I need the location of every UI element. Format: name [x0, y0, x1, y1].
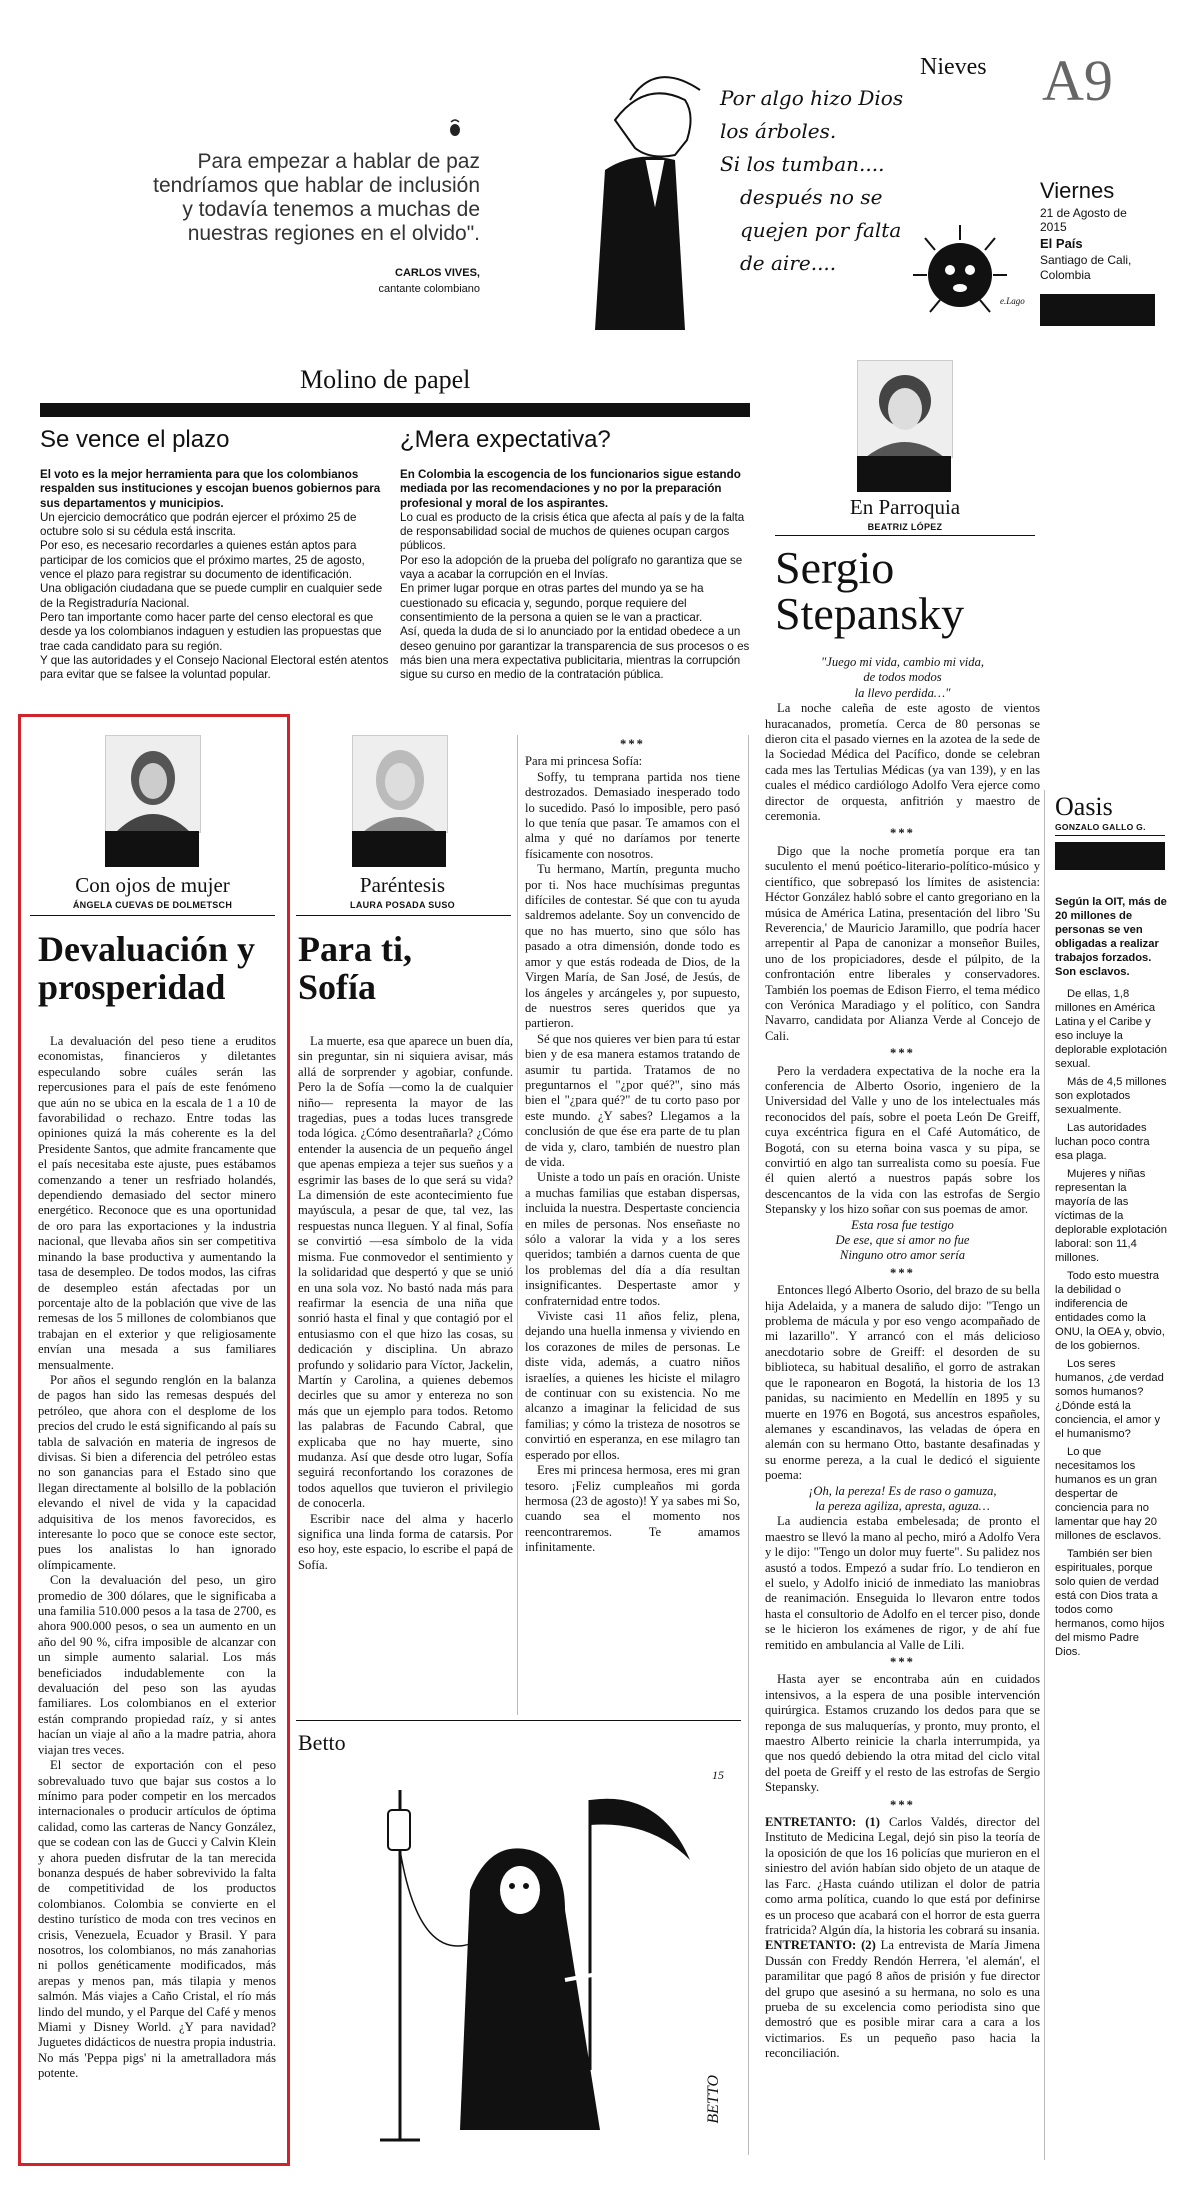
article-paragraph: Pero la verdadera expectativa de la noche era la conferencia de Alberto Osorio, ingeniero de la Universidad del Valle y uno de los intelectuales más reconocidos del país, sobre el poeta León De Greiff, cuya excéntrica figura en el Café Automático, de Bogotá, con su eterna boina vasca y su pipa, se convirtió en algo tan surrealista como su poesía. Fue él quien alertó a nuestros papás sobre los descencantos de la vida con las estrofas de Sergio Stepansky y los hizo soñar con sus poemas de amor.	[765, 1063, 1040, 1217]
betto-mark: 15	[712, 1768, 724, 1782]
oasis-paragraph: Mujeres y niñas representan la mayoría de las víctimas de la deplorable explotación laboral: son 11,4 millones.	[1055, 1168, 1167, 1264]
molino-left-paragraph: Pero tan importante como hacer parte del censo electoral es que desde ya los colombianos indaguen y estudien las propuestas que trae cada candidato para su región.	[40, 610, 382, 653]
article-headline: Devaluación y prosperidad	[38, 929, 256, 1007]
separator: ***	[890, 1655, 915, 1669]
article-paragraph: La audiencia estaba embelesada; de pronto el maestro se llevó la mano al pecho, miró a Adolfo Vera y le dijo: "Tengo un dolor muy fuerte". Su palidez nos asustó a todos. Empezó a sudar frío. Lo tendieron en el suelo, y Adolfo inició de inmediato las maniobras de reanimación. Enseguida lo llevaron entre todos hasta el consultorio de Adolfo en el tercer piso, donde se le hicieron los exámenes de rigor, y de ahí fue remitido en ambulancia al Valle de Lili.	[765, 1514, 1040, 1652]
entretanto-text: Carlos Valdés, director del Instituto de Medicina Legal, dejó sin piso la teoría de la oposición de que los 16 policías que murieron en el siniestro del avión habían sido objeto de un ataque de las Farc. ¿Hasta cuándo utilizan el dolor de patria como arma política, cuando lo que está por definirse es un proceso que acabará con el horror de esta guerra fratricida? Algún día, la historia les cobrará su insania.	[765, 1815, 1041, 1937]
quote-author: CARLOS VIVES,	[395, 267, 480, 279]
molino-right-paragraph: Así, queda la duda de si lo anunciado por la entidad obedece a un deseo genuino por garantizar la transparencia de sus procesos o es más bien una mera expectativa publicitaria, mientras la corrupción sigue su curso en medio de la contratación pública.	[400, 625, 750, 682]
article-paragraph: La devaluación del peso tiene a eruditos economistas, financieros y diletantes especulando sobre cuáles serán las repercusiones para el país de este fenómeno que aún no se ubica en la escala de 1 a 10 de favorabilidad o rechazo. Entre todas las opiniones quizá la más coherente es la del Presidente Santos, que admite francamente que el país necesitaba este ajuste, pues estábamos comenzando a tener un resfriado holandés, dependiendo demasiado del sector minero energético. Reconoce que es una oportunidad de oro para las exportaciones y la industria nacional, que llevaba años sin ser competitiva minando la base productiva y aumentando la tasa de desempleo. De todos modos, las cifras de desempleo están afectadas por un porcentaje alto de la población que vive de las remesas de los 5 millones de colombianos que trabajan en el exterior y que religiosamente envían una mesada a sus familiares mensualmente.	[38, 1034, 276, 1372]
cartoon-text	[720, 82, 940, 280]
masthead-black-bar	[1040, 294, 1155, 326]
top-quote-icon	[448, 118, 462, 138]
letter-paragraph: Viviste casi 11 años feliz, plena, dejando una huella inmensa y viviendo en los corazones de miles de personas. Le diste vida, además, a cuatro niños israelíes, a quienes les hiciste el milagro de continuar con su existencia. No me alcanzo a imaginar la felicidad de sus familias; y cómo la tristeza de nosotros se convirtió en esperanza, en ese milagro tan esperado por ellos.	[525, 1309, 740, 1462]
letter-salutation: Para mi princesa Sofía:	[525, 754, 643, 769]
betto-signature: BETTO	[705, 2075, 722, 2124]
oasis-title: Oasis	[1055, 792, 1113, 821]
article-body	[298, 1034, 513, 1573]
column-name: Con ojos de mujer	[75, 873, 230, 897]
page-number: A9	[1042, 48, 1113, 113]
letter-paragraph: Uniste a todo un país en oración. Uniste a muchas familias que estaban dispersas, incluida la nuestra. Despertaste conciencia en miles de personas. Nos enseñaste no sólo a valorar la vida y a los seres queridos; también a darnos cuenta de que los problemas del día a día resultan insignificantes. Despertaste amor y confraternidad entre todos.	[525, 1170, 740, 1308]
date: 21 de Agosto de 2015	[1040, 206, 1127, 234]
molino-left-paragraph: Por eso, es necesario recordarles a quienes están aptos para participar de los comicios que el próximo martes, 25 de agosto, vence el plazo para registrar su documento de identificación.	[40, 539, 365, 582]
molino-rule	[40, 403, 750, 417]
cartoon-line: Si los tumban....	[720, 152, 885, 176]
oasis-body	[1055, 895, 1167, 1663]
article-paragraph: La muerte, esa que aparece un buen día, sin preguntar, sin ni siquiera avisar, más allá de sorprender y agobiar, confunde. Pero la de Sofía —como la de cualquier niño— representa la mayor de las tragedias, pues a todas luces transgrede toda lógica. ¿Cómo desentrañarla? ¿Cómo entender la ausencia de un pequeño ángel que apenas empieza a tejer sus sueños y a esgrimir las bases de lo que será su vida? La dimensión de este acontecimiento fue mayúscula, a pesar de que, tal vez, las respuestas nunca lleguen. Y al final, Sofía se convirtió —esa símbolo de la vida misma. Fue conmovedor el sentimiento y la solidaridad que despertó y que se unió en una sola voz. No bastó nada más para reafirmar la esencia de una niña que sonrió hasta el final y que contagió por el entusiasmo con el que hizo las cosas, su dedicación y disciplina. Un abrazo profundo y solidario para Víctor, Jackelin, Martín y Carolina, a quienes debemos decirles que su amor y entereza no son más que un ejemplo para todos. Retomo las palabras de Facundo Cabral, que explicaba que no hay muerte, sino mudanza. Así que desde otro lugar, Sofía seguirá reconfortando los corazones de todos aquellos que tuvieron el privilegio de conocerla.	[298, 1034, 513, 1511]
cartoon-signature: e.Lago	[1000, 296, 1025, 306]
molino-left-body	[40, 468, 390, 682]
column-rule	[296, 915, 511, 916]
separator: ***	[890, 1797, 915, 1812]
column-author: ÁNGELA CUEVAS DE DOLMETSCH	[72, 900, 233, 910]
column-divider	[748, 735, 749, 2155]
verse-line: ¡Oh, la pereza! Es de raso o gamuza,	[808, 1483, 997, 1498]
entretanto-1	[765, 1815, 1040, 1938]
oasis-paragraph: También ser bien espirituales, porque solo quien de verdad está con Dios trata a todos como hermanos, como hijos del mismo Padre Dios.	[1055, 1548, 1165, 1658]
betto-cartoon	[360, 1770, 720, 2160]
separator: ***	[890, 826, 915, 841]
verse-line: De ese, que si amor no fue	[835, 1233, 970, 1248]
top-quote-text: Para empezar a hablar de paz tendríamos que hablar de inclusión y todavía tenemos a muchas de nuestras regiones en el olvido".	[153, 150, 480, 245]
oasis-paragraph: Más de 4,5 millones son explotados sexualmente.	[1055, 1076, 1167, 1116]
article-body	[765, 655, 1040, 2062]
article-body	[38, 1034, 276, 2082]
column-divider	[517, 735, 518, 1715]
entretanto-2	[765, 1938, 1040, 2061]
portrait-bar	[857, 456, 951, 492]
article-paragraph: Escribir nace del alma y hacerlo significa una linda forma de catarsis. Por eso hoy, este espacio, lo escribe el papá de Sofía.	[298, 1511, 513, 1572]
molino-right-paragraph: En primer lugar porque en otras partes del mundo ya se ha cuestionado su eficacia y, segundo, porque requiere del consentimiento de la persona a quien se le van a practicar.	[400, 582, 704, 624]
epigraph-line: la llevo perdida…"	[854, 685, 951, 700]
portrait-bar	[352, 831, 446, 867]
oasis-paragraph: Los seres humanos, ¿de verdad somos humanos? ¿Dónde está la conciencia, el amor y el humanismo?	[1055, 1358, 1164, 1440]
article-headline: Sergio Stepansky	[775, 542, 965, 639]
epigraph-line: de todos modos	[863, 670, 942, 685]
betto-title: Betto	[298, 1730, 346, 1755]
oasis-rule	[1055, 835, 1165, 836]
oasis-paragraph: Las autoridades luchan poco contra esa plaga.	[1055, 1122, 1150, 1162]
letter-body	[525, 735, 740, 1556]
verse-line: Ninguno otro amor sería	[839, 1248, 966, 1263]
quote-author-role: cantante colombiano	[378, 283, 480, 295]
molino-section-title: Molino de papel	[300, 365, 471, 394]
molino-right-title: ¿Mera expectativa?	[400, 426, 611, 453]
oasis-lead: Según la OIT, más de 20 millones de personas se ven obligadas a realizar trabajos forzados. Son esclavos.	[1055, 896, 1167, 978]
molino-left-paragraph: Una obligación ciudadana que se puede cumplir en cualquier sede de la Registraduría Nacional.	[40, 582, 383, 610]
article-paragraph: Hasta ayer se encontraba aún en cuidados intensivos, a la espera de una posible intervención quirúrgica. Estamos cruzando los dedos para que se reponga de sus maluquerías, y pronto, muy pronto, el maestro Alberto reinicie la charla interrumpida, ya que nos quedó debiendo la otra mitad del ciclo vital del poeta de Greiff y el resto de las estrofas de Sergio Stepansky.	[765, 1672, 1040, 1795]
separator: ***	[620, 737, 645, 751]
oasis-author: GONZALO GALLO G.	[1055, 822, 1146, 832]
portrait-bar	[105, 831, 199, 867]
molino-left-paragraph: Y que las autoridades y el Consejo Nacional Electoral estén atentos para evitar que se falsee la voluntad popular.	[40, 653, 389, 682]
betto-rule	[296, 1720, 741, 1721]
verse-line: la pereza agiliza, apresta, aguza…	[815, 1498, 990, 1513]
column-divider	[1044, 790, 1045, 2160]
molino-left-title: Se vence el plazo	[40, 426, 230, 453]
cartoon-line: de aire....	[740, 251, 837, 275]
molino-left-paragraph: Un ejercicio democrático que podrán ejercer el próximo 25 de octubre solo si su cédula está inscrita.	[40, 510, 357, 539]
article-paragraph: La noche caleña de este agosto de vientos huracanados, prometía. Cerca de 80 personas se dieron cita el pasado viernes en la azotea de la sede de la Sociedad Médica del Pacífico, donde se celebran cada mes las Tertulias Médicas (ya van 139), y en las cuales el médico cardiólogo Adolfo Vera ejerce como director de orquesta, anfitrión y maestro de ceremonia.	[765, 701, 1040, 824]
verse-line: Esta rosa fue testigo	[851, 1217, 954, 1232]
entretanto-label: ENTRETANTO: (2)	[765, 1938, 876, 1953]
oasis-paragraph: Lo que necesitamos los humanos es un gran despertar de conciencia para no lamentar que hay 20 millones de esclavos.	[1055, 1446, 1162, 1542]
letter-paragraph: Eres mi princesa hermosa, eres mi gran tesoro. ¡Feliz cumpleaños mi gorda hermosa (23 de agosto)! Y ya sabes mi So, cuando sea el momento nos reencontraremos. Te amamos infinitamente.	[525, 1463, 740, 1555]
oasis-paragraph: Todo esto muestra la debilidad o indiferencia de entidades como la ONU, la OEA y, obvio, de los gobiernos.	[1055, 1270, 1165, 1352]
molino-right-paragraph: Por eso la adopción de la prueba del polígrafo no garantiza que se vaya a acabar la corrupción en el Invías.	[400, 553, 743, 582]
letter-paragraph: Sé que nos quieres ver bien para tú estar bien y de esa manera estamos tratando de asumir tu partida. Tratamos de no preguntarnos el "¿por qué?", sino más bien el "¿para qué?" de tu corto paso por este mundo. ¿Y sabes? Llegamos a la conclusión de que ése era parte de tu plan de vida y, claro, también de nuestro plan de vida.	[525, 1031, 740, 1169]
article-paragraph: El sector de exportación con el peso sobrevaluado tuvo que bajar sus costos a lo mínimo para poder competir en los mercados internacionales o producir artículos de óptima calidad, como las carteras de Nancy González, que se codean con las de Gucci y Calvin Klein y ahora pueden disfrutar de la tan merecida bonanza después de haber sobrevivido la falta de competitividad de los productos colombianos. Colombia se convierte en el destino turístico de moda con tres vecinos en crisis, Venezuela, Ecuador y Brasil. Y para nosotros, los colombianos, no más zanahorias ni pollos genéticamente modificados, más arepas y menos pan, más tilapia y menos salmón. Más viajes a Caño Cristal, el río más lindo del mundo, y el Parque del Café y menos Miami y Disney World. ¿Y para navidad? Juguetes didácticos de nuestra propia industria. No más 'Peppa pigs' ni la ametralladora más potente.	[38, 1758, 276, 2081]
weekday: Viernes	[1040, 178, 1115, 203]
article-paragraph: Con la devaluación del peso, un giro promedio de 300 dólares, que le significaba a una familia 510.000 pesos a la tasa de 2700, es ahora 900.000 pesos, o sea un aumento en un año del 90 %, cifra imposible de alcanzar con un simple aumento salarial. Los más beneficiados indudablemente con la devaluación del peso son las ayudas familiares. Los colombianos en el exterior están comprando propiedad raíz, y si antes hacían un viaje al año a la madre patria, ahora viajan tres veces.	[38, 1573, 276, 1757]
article-headline: Para ti, Sofía	[298, 929, 412, 1007]
cartoon-line: después no se	[740, 185, 883, 209]
epigraph-line: "Juego mi vida, cambio mi vida,	[820, 655, 985, 669]
section-name: Nieves	[920, 54, 987, 80]
paper-name: El País	[1040, 236, 1083, 251]
molino-right-body	[400, 468, 750, 682]
column-author: BEATRIZ LÓPEZ	[867, 522, 943, 532]
column-name: Paréntesis	[359, 873, 446, 897]
city: Santiago de Cali,	[1040, 253, 1132, 267]
cartoon-line: Por algo hizo Dios	[720, 86, 904, 110]
cartoon-line: quejen por falta	[740, 218, 902, 242]
article-paragraph: Por años el segundo renglón en la balanza de pagos han sido las remesas después del petróleo, que ahora con el desplome de los precios del crudo le está significando al país su tabla de salvación en materia de ingresos de divisas. Si bien a diferencia del petróleo estas no son ganancias para el Estado sino que llegan directamente al bolsillo de la población elevando el nivel de vida y la capacidad adquisitiva de los menos favorecidos, es interesante lo poco que se conoce este sector, pues los analistas lo han ignorado olímpicamente.	[38, 1372, 276, 1572]
oasis-paragraph: De ellas, 1,8 millones en América Latina y el Caribe y eso incluye la deplorable explotación sexual.	[1055, 988, 1167, 1070]
molino-left-lead: El voto es la mejor herramienta para que los colombianos respalden sus instituciones y escojan buenos gobiernos para sus departamentos y municipios.	[40, 468, 381, 510]
letter-paragraph: Tu hermano, Martín, pregunta mucho por ti. Nos hace muchísimas preguntas difíciles de contestar. Sé que con tu ayuda saldremos adelante. Soy un convencido de que no has muerto, sino que sólo has pasado a otra dimensión, donde todo es amor y que estás rodeada de Dios, de la Virgen María, de San José, de Jesús, de los ángeles y arcángeles y, por supuesto, de nuestros seres queridos que ya partieron.	[525, 862, 740, 1031]
oasis-black-bar	[1055, 842, 1165, 870]
molino-right-paragraph: Lo cual es producto de la crisis ética que afecta al país y de la falta de responsabilidad social de muchos de quienes ocupan cargos públicos.	[400, 510, 745, 553]
column-author: LAURA POSADA SUSO	[350, 900, 455, 910]
column-rule	[30, 915, 275, 916]
author-portrait-cuevas	[105, 735, 201, 833]
molino-right-lead: En Colombia la escogencia de los funcionarios sigue estando mediada por las recomendaciones y no por la preparación profesional y moral de los aspirantes.	[400, 468, 741, 510]
entretanto-label: ENTRETANTO: (1)	[765, 1815, 880, 1830]
author-portrait-posada	[352, 735, 448, 833]
cartoon-line: los árboles.	[720, 119, 837, 143]
column-name: En Parroquia	[849, 495, 961, 519]
article-paragraph: Entonces llegó Alberto Osorio, del brazo de su bella hija Adelaida, y a manera de saludo dijo: "Tengo un problema de mácula y por eso vengo acompañado de mi lazarillo". Y arrancó con el más delicioso anecdotario sobre de Greiff: el desorden de su biblioteca, su habitual desaliño, el gorro de astrakan que le raponearon en Bogotá, la historia de los 13 panidas, su nacimiento en Medellín en 1895 y su muerte en 1976 en Bogotá, sus ancestros españoles, alemanes y escandinavos, las veladas de ópera en alemán con su hermano Otto, bastante desafinadas y su enorme pereza, a la cual le dedicó el siguiente poema:	[765, 1283, 1040, 1483]
country: Colombia	[1040, 268, 1091, 282]
separator: ***	[890, 1265, 915, 1280]
letter-paragraph: Soffy, tu temprana partida nos tiene destrozados. Demasiado inesperado todo lo sucedido. Pasó lo imposible, pero pasó lo que tenía que pasar. Te amamos con el alma y qué no daríamos por tenerte físicamente con nosotros.	[525, 769, 740, 861]
separator: ***	[890, 1046, 915, 1061]
author-portrait-lopez	[857, 360, 953, 458]
article-paragraph: Digo que la noche prometía porque era tan suculento el menú poético-literario-político-músico y científico, que sobrepasó los límites de asistencia: Héctor González habló sobre el canto gregoriano en la música de América Latina, presentación del libro 'Su Reverencia,' de Mauricio Jaramillo, que podría hacer arrepentir al Papa de canonizar a monseñor Builes, uno de los propiciadores, desde el púlpito, de la confrontación entre liberales y conservadores. También los poemas de Edison Fierro, el tema médico con Verónica Maradiago y el político, con Sandra Navarro, candidata por Alianza Verde al Concejo de Cali.	[765, 843, 1040, 1043]
entretanto-text: La entrevista de María Jimena Dussán con Freddy Rendón Herrera, 'el alemán', el paramilitar que pagó 8 años de prisión y fue director del grupo que asesinó a su hermana, no solo es una prueba de su excelencia como periodista sino que demostró que es posible mirar cara a cara a los victimarios. Es un pequeño paso hacia la reconciliación.	[765, 1938, 1040, 2061]
column-rule	[775, 535, 1035, 536]
